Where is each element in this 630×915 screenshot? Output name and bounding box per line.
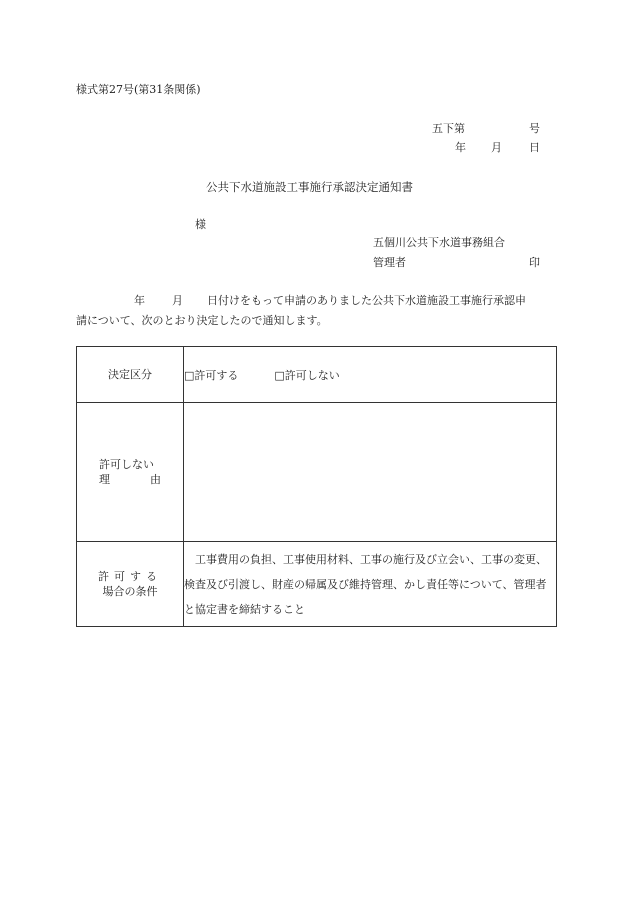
decision-options xyxy=(184,347,557,403)
conditions-text: 工事費用の負担、工事使用材料、工事の施行及び立会い、工事の変更、検査及び引渡し、財産の帰属及び維持管理、かし責任等について、管理者と協定書を締結すること xyxy=(184,542,557,627)
denial-reason-row xyxy=(77,403,557,542)
option-deny-checkbox[interactable]: □許可しない xyxy=(274,368,340,382)
decision-label: 決定区分 xyxy=(77,347,184,403)
document-title: 公共下水道施設工事施行承認決定通知書 xyxy=(206,180,413,194)
sender-organization: 五個川公共下水道事務組合 xyxy=(373,236,505,249)
decision-row xyxy=(77,347,557,403)
option-permit-checkbox[interactable]: □許可する xyxy=(184,368,239,382)
addressee-suffix: 様 xyxy=(195,218,206,231)
date-day-label: 日 xyxy=(529,141,540,154)
date-month-label: 月 xyxy=(491,141,502,154)
body-year-label: 年 xyxy=(134,294,145,307)
conditions-label xyxy=(77,542,184,627)
form-number-label: 様式第27号(第31条関係) xyxy=(76,83,201,96)
document-number-suffix: 号 xyxy=(529,122,540,135)
denial-reason-label-line1: 許可しない xyxy=(99,458,154,471)
decision-table xyxy=(76,346,557,627)
denial-reason-label-char1: 理 xyxy=(99,473,110,486)
date-year-label: 年 xyxy=(455,141,466,154)
conditions-label-line1: 許可する xyxy=(98,570,162,583)
conditions-row xyxy=(77,542,557,627)
seal-mark: 印 xyxy=(529,256,540,269)
document-number-prefix: 五下第 xyxy=(432,122,465,135)
body-month-label: 月 xyxy=(172,294,183,307)
body-line-1-text: 日付けをもって申請のありました公共下水道施設工事施行承認申 xyxy=(207,294,526,307)
denial-reason-label-char2: 由 xyxy=(150,473,161,486)
conditions-label-line2: 場合の条件 xyxy=(102,585,158,598)
sender-manager-title: 管理者 xyxy=(373,256,406,269)
denial-reason-field[interactable] xyxy=(184,403,557,542)
body-line-2: 請について、次のとおり決定したので通知します。 xyxy=(76,314,328,327)
denial-reason-label xyxy=(77,403,184,542)
